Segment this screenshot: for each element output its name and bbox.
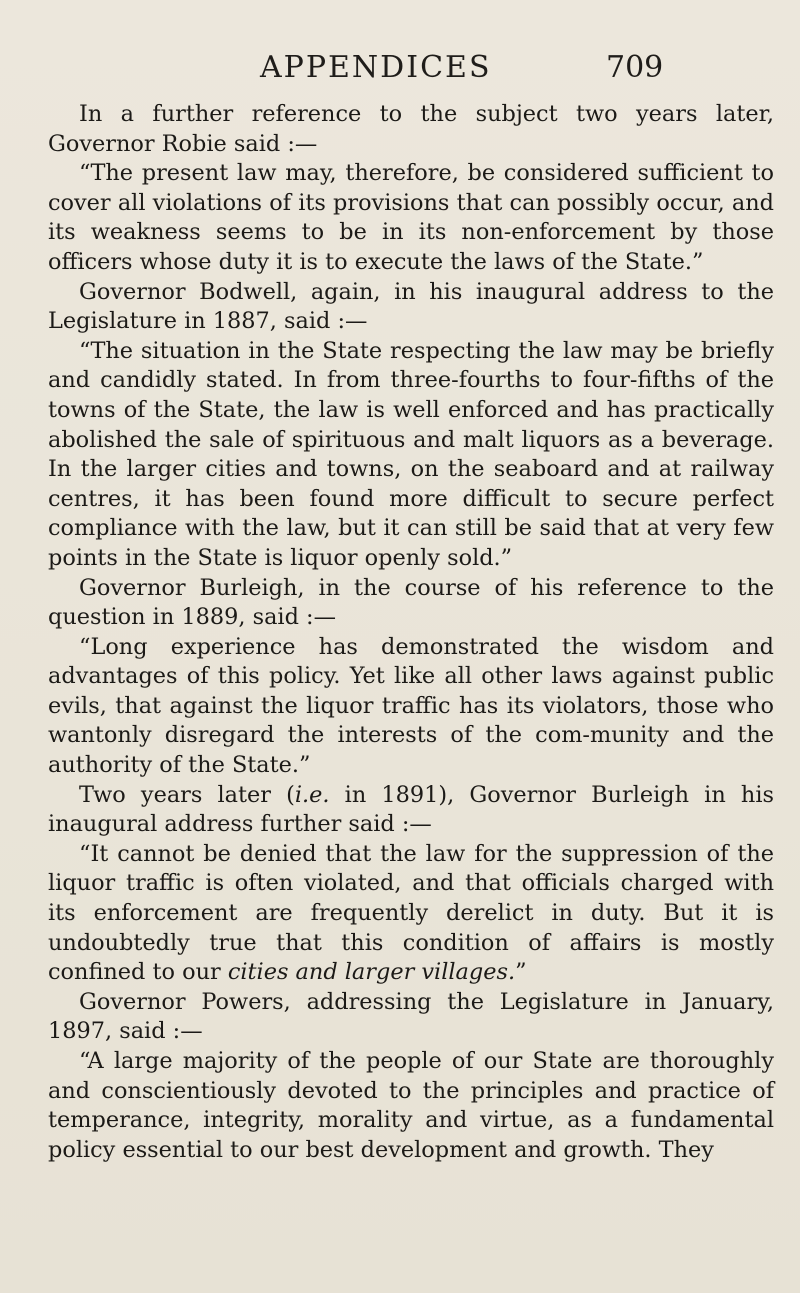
paragraph-bodwell-intro: Governor Bodwell, again, in his inaugural address to the Legislature in 1887, said :— [48,278,774,335]
page-number: 709 [606,50,664,85]
paragraph-burleigh-intro: Governor Burleigh, in the course of his reference to the question in 1889, said :— [48,574,774,631]
italic-run: i.e. [294,781,330,808]
paragraph-robie-intro: In a further reference to the subject two years later, Governor Robie said :— [48,101,774,157]
body-text [48,100,774,1165]
quote-bodwell: “The situation in the State respecting the law may be briefly and candidly stated. In from three-fourths to four-fifths of the towns of the State, the law is well enforced and has practically abolished the sale of spirituous and malt liquors as a beverage. In the larger cities and towns, on the seaboard and at railway centres, it has been found more difficult to secure perfect compliance with the law, but it can still be said that at very few points in the State is liquor openly sold.” [48,337,774,571]
italic-run: cities and larger villages. [227,959,516,986]
quote-burleigh-1889: “Long experience has demonstrated the wisdom and advantages of this policy. Yet like all other laws against public evils, that against the liquor traffic has its violators, those who wantonly disregard the interests of the com-munity and the authority of the State.” [48,633,774,779]
text-run: in 1891), Governor Burleigh in his inaugural address further said :— [48,781,774,838]
paragraph-burleigh-1891-intro [48,781,774,840]
paragraph-powers-intro: Governor Powers, addressing the Legislature in January, 1897, said :— [48,988,774,1045]
text-run: ” [515,959,527,986]
quote-robie: “The present law may, therefore, be considered sufficient to cover all violations of its provisions that can possibly occur, and its weakness seems to be in its non-enforcement by those officers whose duty it is to execute the laws of the State.” [48,160,774,275]
text-run: “It cannot be denied that the law for the suppression of the liquor traffic is often violated, and that officials charged with its enforcement are frequently derelict in duty. But it is undoubtedly true that this condition of affairs is mostly confined to our [48,840,774,986]
running-title: APPENDICES [260,50,492,85]
quote-burleigh-1891 [48,840,774,988]
running-header [0,46,800,90]
quote-powers: “A large majority of the people of our State are thoroughly and conscientiously devoted to the principles and practice of temperance, integrity, morality and virtue, as a fundamental policy essential to our best development and growth. They [48,1048,774,1163]
text-run: Two years later ( [79,781,295,808]
